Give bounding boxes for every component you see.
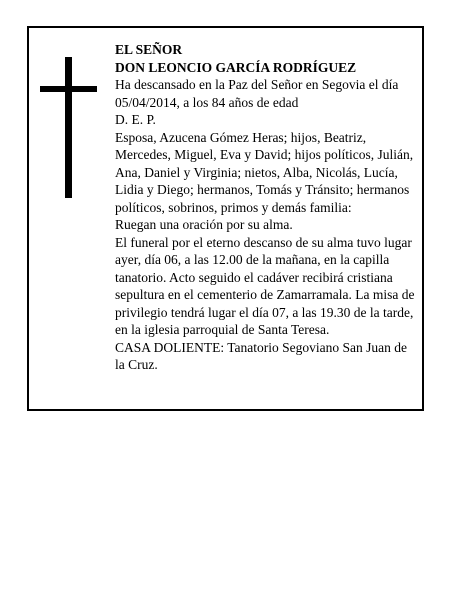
obituary-text [115, 41, 419, 374]
rip-abbreviation: D. E. P. [115, 112, 156, 127]
death-announcement: Ha descansado en la Paz del Señor en Segovia el día 05/04/2014, a los 84 años de edad [115, 77, 399, 110]
cross-vertical-bar [65, 57, 72, 198]
funeral-details: El funeral por el eterno descanso de su alma tuvo lugar ayer, día 06, a las 12.00 de la mañana, en la capilla tanatorio. Acto seguido el cadáver recibirá cristiana sepultura en el cementerio de Zamarramala. La misa de privilegio tendrá lugar el día 07, a las 19.30 de la tarde, en la iglesia parroquial de Santa Teresa. [115, 234, 415, 337]
prayer-request: Ruegan una oración por su alma. [115, 217, 293, 232]
mourning-house: CASA DOLIENTE: Tanatorio Segoviano San Juan de la Cruz. [115, 339, 408, 372]
deceased-name: DON LEONCIO GARCÍA RODRÍGUEZ [115, 59, 357, 75]
heading-title: EL SEÑOR [115, 42, 183, 57]
family-list: Esposa, Azucena Gómez Heras; hijos, Beatriz, Mercedes, Miguel, Eva y David; hijos políticos, Julián, Ana, Daniel y Virginia; nietos, Alba, Nicolás, Lucía, Lidia y Diego; hermanos, Tomás y Tránsito; hermanos políticos, sobrinos, primos y demás familia: [115, 129, 414, 215]
cross-horizontal-bar [40, 86, 97, 92]
obituary-notice [27, 26, 424, 411]
